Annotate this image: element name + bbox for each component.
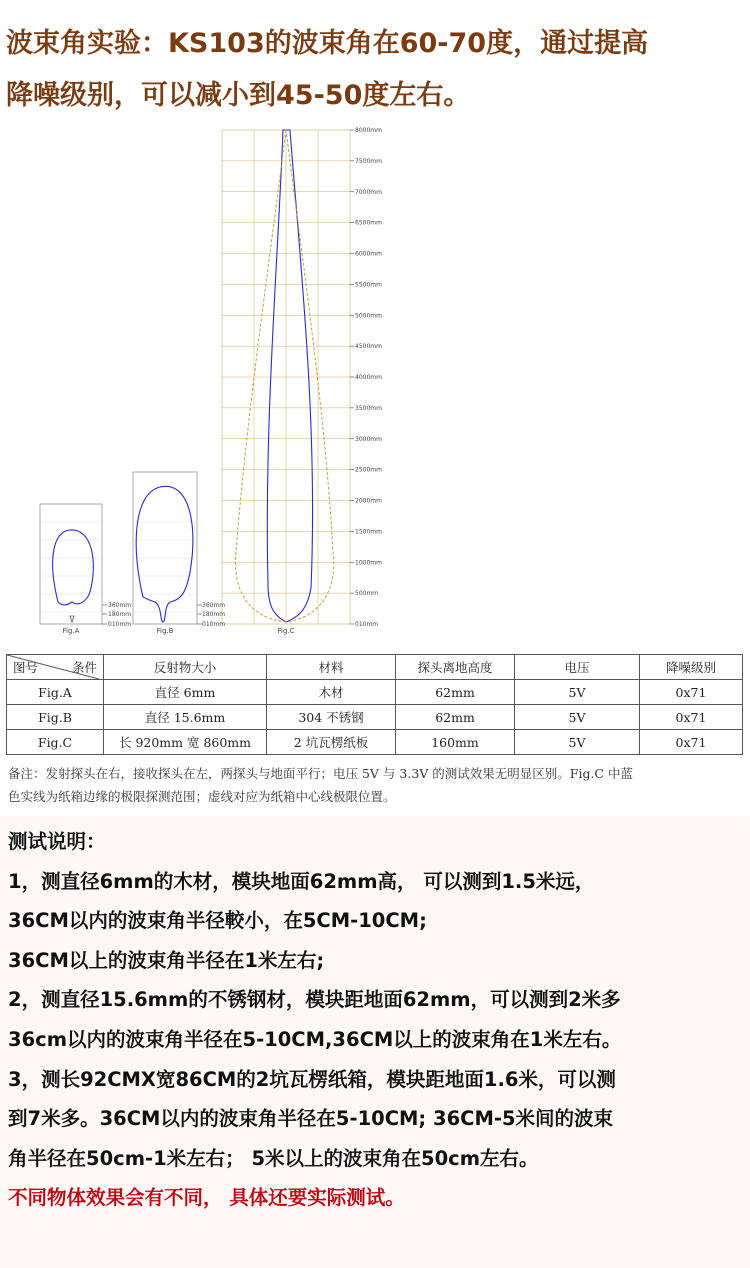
test-description-panel — [0, 816, 750, 1268]
table-cell: 304 不锈钢 — [267, 705, 396, 730]
table-header-noise-level: 降噪级别 — [640, 655, 743, 680]
table-cell: 直径 15.6mm — [104, 705, 267, 730]
table-cell: 直径 6mm — [104, 680, 267, 705]
beam-patterns — [53, 130, 334, 622]
y-tick-label: 8000mm — [355, 127, 382, 134]
y-tick-label: 6000mm — [355, 250, 382, 258]
table-note — [8, 762, 744, 808]
header-label-figure: 图号 — [13, 660, 39, 675]
header-diagonal — [7, 655, 99, 679]
y-tick-label: 7500mm — [355, 157, 382, 165]
description-heading: 测试说明： — [8, 830, 106, 853]
table-cell: 160mm — [396, 730, 515, 755]
description-line: 角半径在50cm-1米左右； 5米以上的波束角在50cm左右。 — [8, 1146, 539, 1170]
description-line: 36CM以内的波束角半径較小，在5CM-10CM; — [8, 909, 427, 933]
small-tick-label: 010mm — [202, 621, 226, 628]
table-cell: Fig.C — [7, 730, 104, 755]
table-cell: 2 坑瓦楞纸板 — [267, 730, 396, 755]
table-header-voltage: 电压 — [515, 655, 640, 680]
table-cell: Fig.A — [7, 680, 104, 705]
note-line-1: 备注：发射探头在右，接收探头在左，两探头与地面平行；电压 5V 与 3.3V 的测试效果无明显区别。Fig.C 中蓝 — [8, 766, 633, 781]
y-tick-label: 4000mm — [355, 374, 382, 381]
y-tick-label: 2000mm — [355, 497, 382, 505]
small-tick-label: 180mm — [108, 611, 132, 618]
table-header-figure — [7, 655, 104, 680]
table-row — [7, 730, 743, 755]
description-line: 3，测长92CMX宽86CM的2坑瓦楞纸箱，模块距地面1.6米，可以测 — [8, 1067, 616, 1091]
figure-label: Fig.C — [277, 627, 295, 635]
description-line: 1，测直径6mm的木材，模块地面62mm高， 可以测到1.5米远， — [8, 869, 595, 893]
table-cell: 木材 — [267, 680, 396, 705]
table-row — [7, 680, 743, 705]
fig-c-limit-beam — [235, 130, 333, 622]
small-tick-label: 360mm — [202, 602, 226, 609]
table-cell: 5V — [515, 705, 640, 730]
table-cell: Fig.B — [7, 705, 104, 730]
y-tick-label: 3000mm — [355, 435, 382, 443]
figure-label: Fig.B — [156, 627, 174, 635]
y-tick-label: 3500mm — [355, 404, 382, 412]
axis-ticks — [63, 127, 383, 635]
table-header-material: 材料 — [267, 655, 396, 680]
beam-angle-figure — [0, 122, 750, 642]
header-label-condition: 条件 — [71, 660, 97, 675]
description-warning: 不同物体效果会有不同， 具体还要实际测试。 — [8, 1186, 405, 1210]
y-tick-label: 2500mm — [355, 466, 382, 474]
table-cell: 5V — [515, 680, 640, 705]
figure-label: Fig.A — [62, 627, 80, 635]
note-line-2: 色实线为纸箱边缘的极限探测范围；虚线对应为纸箱中心线极限位置。 — [8, 789, 396, 804]
fig-a-target — [70, 616, 74, 622]
test-description — [8, 822, 748, 1218]
y-tick-label: 1500mm — [355, 528, 382, 536]
y-tick-label: 5500mm — [355, 281, 382, 289]
fig-c-beam — [267, 130, 312, 622]
table-header-row — [7, 655, 743, 680]
table-row — [7, 705, 743, 730]
table-cell: 62mm — [396, 705, 515, 730]
chart-frames — [40, 130, 350, 624]
y-tick-label: 5000mm — [355, 312, 382, 320]
table-header-size: 反射物大小 — [104, 655, 267, 680]
small-tick-label: 360mm — [108, 602, 132, 609]
title-line-2: 降噪级别，可以减小到45-50度左右。 — [6, 80, 471, 111]
table-cell: 长 920mm 宽 860mm — [104, 730, 267, 755]
small-tick-label: 180mm — [202, 611, 226, 618]
title-line-1: 波束角实验：KS103的波束角在60-70度，通过提高 — [6, 28, 649, 59]
small-tick-label: 010mm — [108, 621, 132, 628]
y-tick-label: 6500mm — [355, 219, 382, 227]
y-tick-label: 010mm — [355, 621, 379, 628]
description-line: 36CM以上的波束角半径在1米左右; — [8, 948, 325, 972]
table-cell: 0x71 — [640, 680, 743, 705]
table-cell: 0x71 — [640, 705, 743, 730]
table-header-height: 探头离地高度 — [396, 655, 515, 680]
fig-b-frame — [133, 472, 197, 624]
test-parameters-table — [6, 654, 743, 755]
y-tick-label: 1000mm — [355, 559, 382, 567]
table-cell: 5V — [515, 730, 640, 755]
fig-a-beam — [53, 530, 94, 605]
description-line: 到7米多。36CM以内的波束角半径在5-10CM; 36CM-5米间的波束 — [8, 1107, 614, 1131]
y-tick-label: 7000mm — [355, 188, 382, 196]
fig-b-beam — [136, 486, 193, 622]
description-line: 36cm以内的波束角半径在5-10CM,36CM以上的波束角在1米左右。 — [8, 1027, 622, 1051]
table-cell: 62mm — [396, 680, 515, 705]
y-tick-label: 4500mm — [355, 343, 382, 351]
description-line: 2，测直径15.6mm的不锈钢材，模块距地面62mm，可以测到2米多 — [8, 988, 621, 1012]
page-title — [6, 18, 746, 122]
y-tick-label: 500mm — [355, 590, 379, 598]
table-cell: 0x71 — [640, 730, 743, 755]
